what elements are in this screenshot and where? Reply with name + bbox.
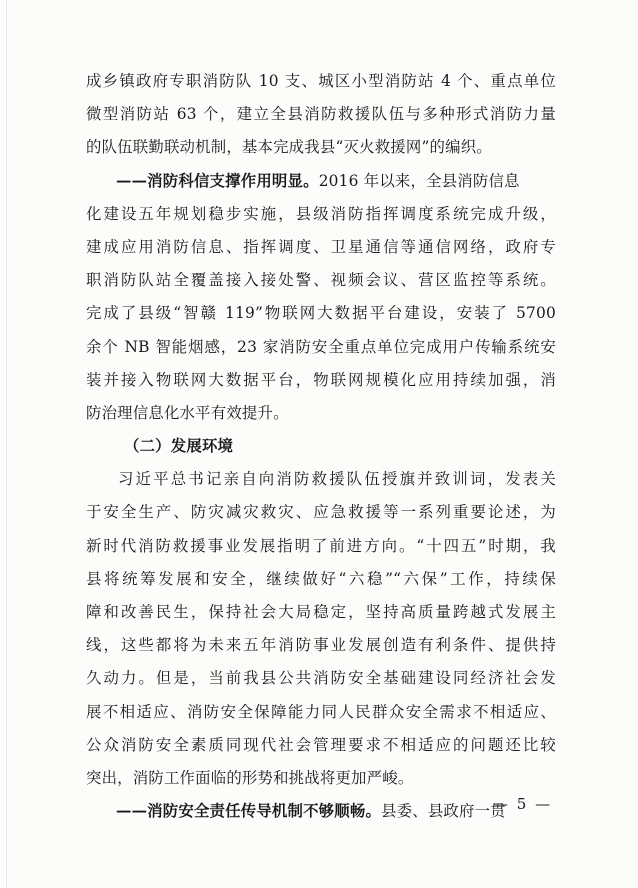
text-line: 于安全生产、防灾减灾救灾、应急救援等一系列重要论述，为 [86,503,556,522]
text-line: 建成应用消防信息、指挥调度、卫星通信等通信网络，政府专 [86,237,556,256]
text-line: 装并接入物联网大数据平台，物联网规模化应用持续加强，消 [86,370,556,389]
text-line: 新时代消防救援事业发展指明了前进方向。“十四五”时期，我 [86,536,556,555]
page-edge-shadow [6,0,7,888]
text-line: 公众消防安全素质同现代社会管理要求不相适应的问题还比较 [86,735,556,754]
text-line: 久动力。但是，当前我县公共消防安全基础建设同经济社会发 [86,669,556,688]
text-line: 线，这些都将为未来五年消防事业发展创造有利条件、提供持 [86,636,556,655]
text-line: 成乡镇政府专职消防队 10 支、城区小型消防站 4 个、重点单位 [86,72,556,90]
text-line: 县将统筹发展和安全，继续做好“六稳”“六保”工作，持续保 [86,569,556,588]
text-line: 微型消防站 63 个，建立全县消防救援队伍与多种形式消防力量 [86,105,556,124]
section-heading: （二）发展环境 [124,437,234,456]
page-number: — 5 — [493,795,553,813]
text-line: 化建设五年规划稳步实施，县级消防指挥调度系统完成升级， [86,204,556,223]
text-line: 余个 NB 智能烟感，23 家消防安全重点单位完成用户传输系统安 [86,337,556,356]
subheading-responsibility: ——消防安全责任传导机制不够顺畅。 [116,802,382,821]
body-text [86,65,556,828]
text-line: 职消防队站全覆盖接入接处警、视频会议、营区监控等系统。 [86,271,556,290]
text-line: 完成了县级“智赣 119”物联网大数据平台建设，安装了 5700 [86,304,556,323]
text-run: 县委、县政府一贯 [381,802,506,821]
text-line: 突出，消防工作面临的形势和挑战将更加严峻。 [86,768,414,787]
text-line: 障和改善民生，保持社会大局稳定，坚持高质量跨越式发展主 [86,603,556,621]
paragraph-responsibility [86,795,556,828]
paragraph-tech-support [86,165,556,198]
text-line: 的队伍联勤联动机制，基本完成我县“灭火救援网”的编织。 [86,138,492,157]
subheading-tech-support: ——消防科信支撑作用明显。 [116,171,319,190]
text-line: 习近平总书记亲自向消防救援队伍授旗并致训词，发表关 [118,470,556,489]
text-line: 展不相适应、消防安全保障能力同人民群众安全需求不相适应、 [86,702,556,721]
text-line: 防治理信息化水平有效提升。 [86,403,289,422]
text-run: 2016 年以来，全县消防信息 [318,171,520,190]
